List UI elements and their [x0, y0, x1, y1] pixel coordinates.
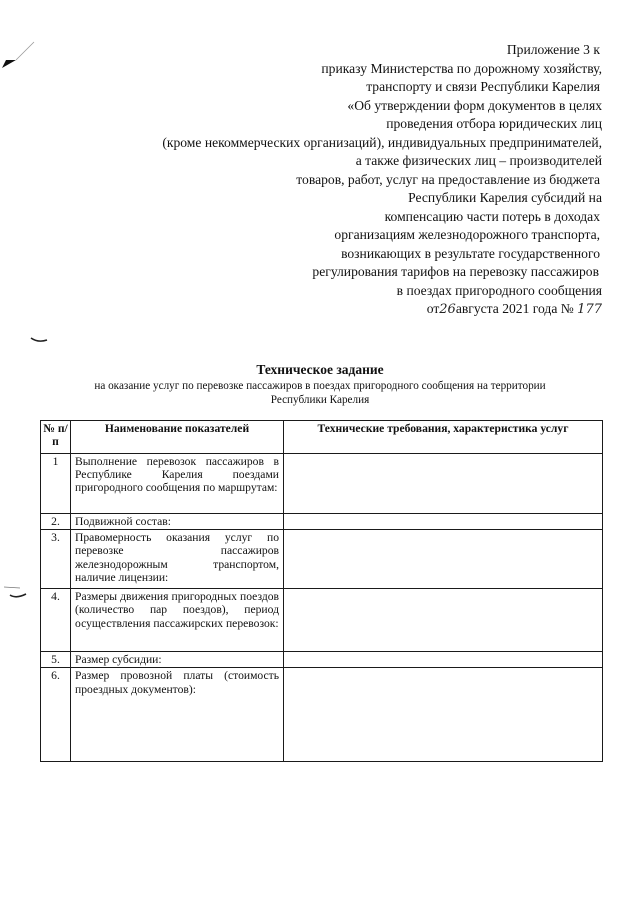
row-num: 4. — [41, 589, 71, 652]
row-value[interactable] — [284, 514, 603, 530]
table-row — [41, 668, 603, 762]
appendix-line: товаров, работ, услуг на предоставление из бюджета — [296, 171, 600, 187]
scan-mark-left-1 — [30, 334, 50, 346]
header-num: № п/п — [41, 421, 71, 454]
appendix-line: а также физических лиц – производителей — [355, 153, 602, 168]
appendix-line: Республики Карелия субсидий на — [408, 190, 602, 205]
date-rest: августа 2021 года № — [455, 301, 574, 316]
header-name: Наименование показателей — [71, 421, 284, 454]
appendix-line: транспорту и связи Республики Карелия — [366, 79, 600, 94]
row-value[interactable] — [284, 530, 603, 589]
row-value[interactable] — [284, 589, 603, 652]
requirements-table — [40, 420, 603, 762]
subtitle-line-2: Республики Карелия — [270, 394, 370, 406]
appendix-line: возникающих в результате государственного — [341, 245, 600, 261]
handwritten-day: 26 — [439, 302, 456, 317]
order-date-line — [42, 300, 602, 320]
appendix-line: приказу Министерства по дорожному хозяйству, — [321, 60, 602, 76]
table-row — [41, 589, 603, 652]
document-subtitle — [40, 379, 600, 407]
row-value[interactable] — [284, 652, 603, 668]
row-num: 5. — [41, 652, 71, 668]
appendix-line: в поездах пригородного сообщения — [396, 282, 602, 298]
appendix-line: проведения отбора юридических лиц — [386, 116, 602, 131]
row-name: Подвижной состав: — [71, 514, 284, 530]
table-header-row — [41, 421, 603, 454]
table-row — [41, 530, 603, 589]
appendix-line: компенсацию части потерь в доходах — [384, 208, 600, 224]
scan-mark-left-2 — [0, 583, 30, 603]
appendix-header — [42, 41, 602, 320]
row-name: Размер субсидии: — [71, 652, 284, 668]
appendix-line: регулирования тарифов на перевозку пассажиров — [312, 264, 599, 279]
appendix-line: «Об утверждении форм документов в целях — [347, 97, 602, 113]
row-value[interactable] — [284, 668, 603, 762]
appendix-line: Приложение 3 к — [506, 42, 600, 57]
row-name: Размер провозной платы (стоимость проездных документов): — [71, 668, 284, 762]
row-num: 6. — [41, 668, 71, 762]
row-num: 2. — [41, 514, 71, 530]
row-num: 3. — [41, 530, 71, 589]
row-name: Выполнение перевозок пассажиров в Республике Карелия поездами пригородного сообщения по маршрутам: — [71, 454, 284, 514]
subtitle-line-1: на оказание услуг по перевозке пассажиров в поездах пригородного сообщения на территории — [94, 380, 546, 392]
row-name: Правомерность оказания услуг по перевозке пассажиров железнодорожным транспортом, наличие лицензии: — [71, 530, 284, 589]
table-row — [41, 652, 603, 668]
date-prefix: от — [426, 301, 440, 316]
row-num: 1 — [41, 454, 71, 514]
document-title: Техническое задание — [256, 362, 384, 377]
row-name: Размеры движения пригородных поездов (количество пар поездов), период осуществления пассажирских перевозок: — [71, 589, 284, 652]
handwritten-order-number: 177 — [577, 302, 602, 317]
header-requirements: Технические требования, характеристика услуг — [284, 421, 603, 454]
scan-corner-mark — [0, 38, 40, 78]
appendix-line: организациям железнодорожного транспорта, — [334, 227, 600, 242]
document-title-block — [40, 361, 600, 407]
row-value[interactable] — [284, 454, 603, 514]
table-row — [41, 514, 603, 530]
table-row — [41, 454, 603, 514]
appendix-line: (кроме некоммерческих организаций), индивидуальных предпринимателей, — [162, 134, 602, 150]
